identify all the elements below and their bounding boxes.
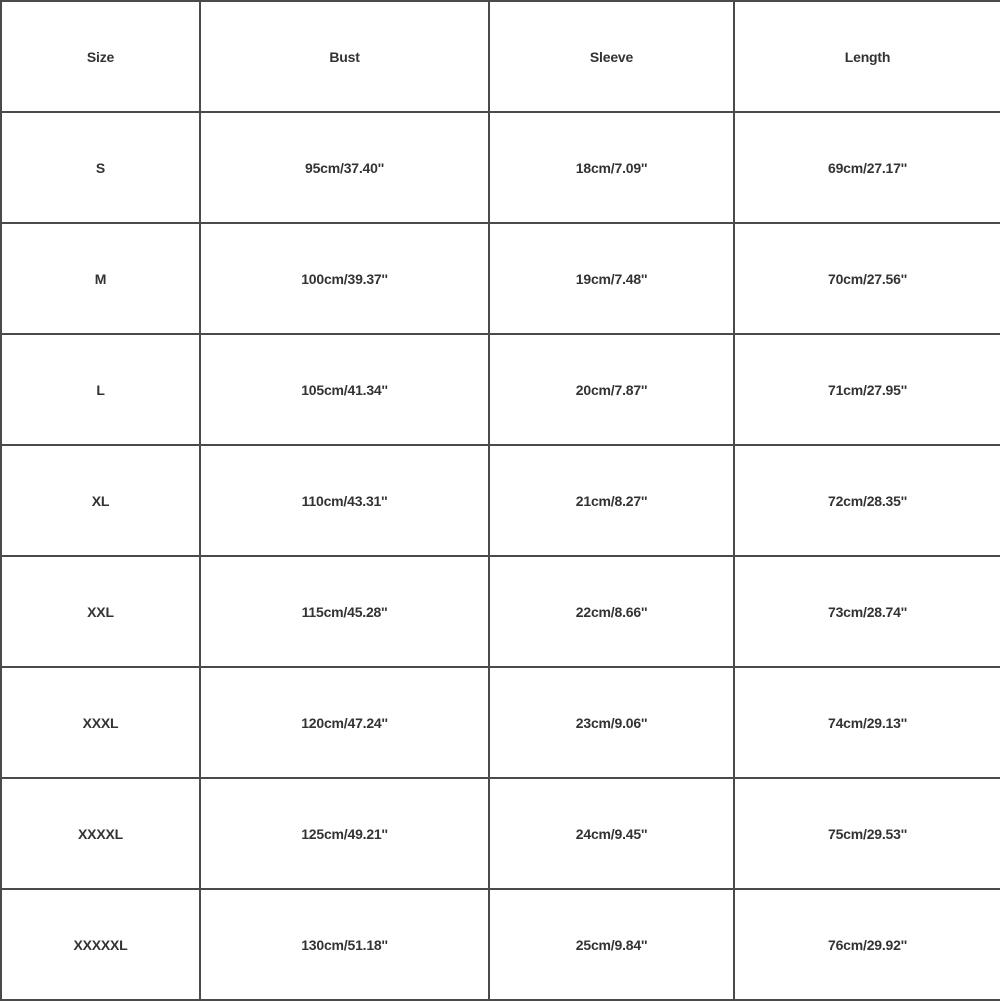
cell-sleeve: 20cm/7.87'' bbox=[489, 334, 734, 445]
table-row bbox=[1, 334, 1000, 445]
table-row bbox=[1, 667, 1000, 778]
cell-sleeve: 21cm/8.27'' bbox=[489, 445, 734, 556]
cell-bust: 95cm/37.40'' bbox=[200, 112, 489, 223]
cell-bust: 130cm/51.18'' bbox=[200, 889, 489, 1000]
column-header-size: Size bbox=[1, 1, 200, 112]
cell-bust: 120cm/47.24'' bbox=[200, 667, 489, 778]
table-row bbox=[1, 778, 1000, 889]
table-row bbox=[1, 889, 1000, 1000]
cell-size: XXXXL bbox=[1, 778, 200, 889]
cell-length: 70cm/27.56'' bbox=[734, 223, 1000, 334]
cell-bust: 105cm/41.34'' bbox=[200, 334, 489, 445]
cell-size: XL bbox=[1, 445, 200, 556]
cell-sleeve: 25cm/9.84'' bbox=[489, 889, 734, 1000]
table-row bbox=[1, 556, 1000, 667]
cell-length: 75cm/29.53'' bbox=[734, 778, 1000, 889]
cell-sleeve: 19cm/7.48'' bbox=[489, 223, 734, 334]
cell-bust: 110cm/43.31'' bbox=[200, 445, 489, 556]
cell-length: 71cm/27.95'' bbox=[734, 334, 1000, 445]
cell-length: 69cm/27.17'' bbox=[734, 112, 1000, 223]
table-row bbox=[1, 445, 1000, 556]
cell-bust: 115cm/45.28'' bbox=[200, 556, 489, 667]
cell-sleeve: 22cm/8.66'' bbox=[489, 556, 734, 667]
cell-length: 73cm/28.74'' bbox=[734, 556, 1000, 667]
cell-size: L bbox=[1, 334, 200, 445]
cell-length: 76cm/29.92'' bbox=[734, 889, 1000, 1000]
table-row bbox=[1, 112, 1000, 223]
cell-size: S bbox=[1, 112, 200, 223]
cell-bust: 125cm/49.21'' bbox=[200, 778, 489, 889]
cell-length: 74cm/29.13'' bbox=[734, 667, 1000, 778]
cell-size: M bbox=[1, 223, 200, 334]
cell-length: 72cm/28.35'' bbox=[734, 445, 1000, 556]
cell-sleeve: 24cm/9.45'' bbox=[489, 778, 734, 889]
cell-sleeve: 18cm/7.09'' bbox=[489, 112, 734, 223]
column-header-length: Length bbox=[734, 1, 1000, 112]
cell-size: XXXXXL bbox=[1, 889, 200, 1000]
cell-bust: 100cm/39.37'' bbox=[200, 223, 489, 334]
column-header-sleeve: Sleeve bbox=[489, 1, 734, 112]
cell-size: XXL bbox=[1, 556, 200, 667]
column-header-bust: Bust bbox=[200, 1, 489, 112]
table-row bbox=[1, 223, 1000, 334]
cell-sleeve: 23cm/9.06'' bbox=[489, 667, 734, 778]
table-header-row bbox=[1, 1, 1000, 112]
cell-size: XXXL bbox=[1, 667, 200, 778]
